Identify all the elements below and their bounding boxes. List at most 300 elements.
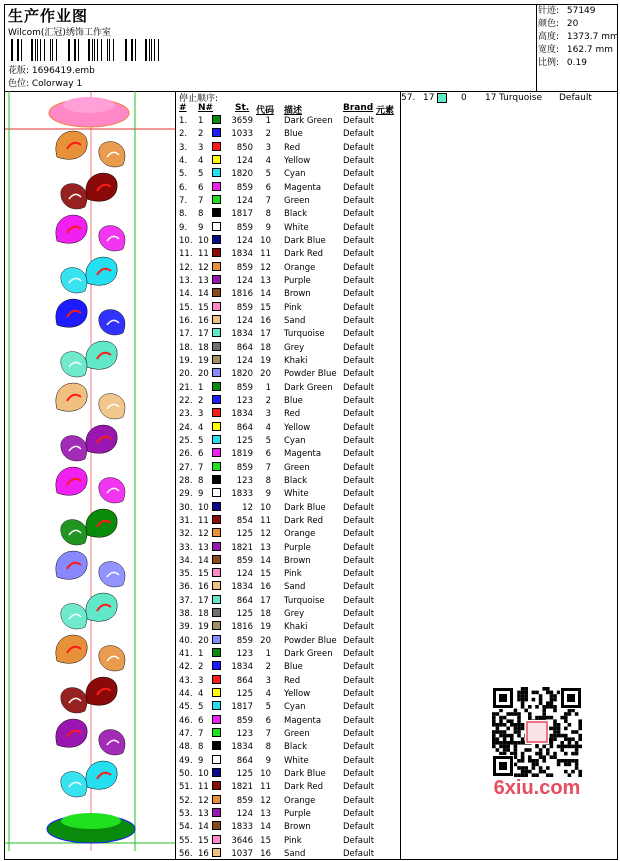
cell-seq: 40.: [179, 635, 193, 646]
cell-st: 125: [236, 689, 253, 700]
color-swatch: [212, 581, 221, 590]
cell-brand: Default: [343, 342, 375, 353]
table-row: [176, 555, 400, 568]
cell-brand: Default: [343, 249, 375, 260]
cell-brand: Default: [343, 622, 375, 633]
cell-no: 16: [198, 315, 209, 326]
cell-seq: 49.: [179, 755, 193, 766]
cell-seq: 33.: [179, 542, 193, 553]
cell-st: 864: [236, 675, 253, 686]
cell-st: 1834: [231, 662, 253, 673]
cell-desc: Magenta: [284, 715, 322, 726]
table-row: [176, 528, 400, 541]
table-row: [176, 195, 400, 208]
cell-seq: 43.: [179, 675, 193, 686]
cell-desc: Pink: [284, 569, 302, 580]
cell-no: 17: [198, 329, 209, 340]
cell-st: 859: [236, 382, 253, 393]
color-swatch: [212, 595, 221, 604]
cell-no: 15: [198, 302, 209, 313]
table-row: [176, 488, 400, 501]
cell-seq: 14.: [179, 289, 193, 300]
table-row: [176, 262, 400, 275]
cell-seq: 38.: [179, 609, 193, 620]
cell-st: 123: [236, 395, 253, 406]
table-row: [176, 328, 400, 341]
cell-no: 14: [198, 822, 209, 833]
cell-desc: Yellow: [284, 422, 311, 433]
cell-st: 125: [236, 769, 253, 780]
color-swatch: [212, 808, 221, 817]
stop-rows: [176, 115, 400, 861]
cell-no: 12: [198, 529, 209, 540]
cell-no: 7: [198, 462, 204, 473]
cell-brand: Default: [343, 529, 375, 540]
cell-desc: Cyan: [284, 702, 306, 713]
cell-no: 5: [198, 169, 204, 180]
color-swatch: [212, 342, 221, 351]
design-file: 花版: 1696419.emb: [8, 66, 95, 76]
cell-brand: Default: [343, 689, 375, 700]
color-swatch: [212, 848, 221, 857]
cell-code: 14: [260, 555, 271, 566]
cell-code: 9: [265, 755, 271, 766]
cell-desc: Purple: [284, 809, 311, 820]
cell-desc: Dark Blue: [284, 769, 326, 780]
table-row: [176, 768, 400, 781]
cell-no: 2: [198, 395, 204, 406]
cell-no: 9: [198, 489, 204, 500]
cell-seq: 50.: [179, 769, 193, 780]
cell-code: 7: [265, 195, 271, 206]
cell-no: 1: [198, 382, 204, 393]
cell-seq: 2.: [179, 129, 188, 140]
table-row: [176, 502, 400, 515]
cell-brand: Default: [343, 222, 375, 233]
cell-no: 1: [198, 649, 204, 660]
cell-st: 124: [236, 155, 253, 166]
cell-st: 123: [236, 649, 253, 660]
cell-no: 19: [198, 355, 209, 366]
cell-no: 10: [198, 502, 209, 513]
cell-desc: Grey: [284, 609, 305, 620]
cell-no: 6: [198, 715, 204, 726]
color-swatch: [212, 248, 221, 257]
cell-seq: 36.: [179, 582, 193, 593]
cell-st: 125: [236, 609, 253, 620]
cell-no: 7: [198, 195, 204, 206]
cell-no: 7: [198, 729, 204, 740]
cell-desc: Dark Blue: [284, 235, 326, 246]
cell-seq: 31.: [179, 515, 193, 526]
cell-desc: Red: [284, 675, 301, 686]
table-row: [176, 701, 400, 714]
color-swatch: [212, 262, 221, 271]
cell-desc: Brown: [284, 555, 311, 566]
color-swatch: [212, 368, 221, 377]
cell-code: 4: [265, 689, 271, 700]
color-swatch: [437, 93, 447, 103]
cell-no: 9: [198, 222, 204, 233]
color-swatch: [212, 715, 221, 724]
cell-desc: Dark Red: [284, 515, 324, 526]
cell-no: 2: [198, 129, 204, 140]
cell-code: 2: [265, 129, 271, 140]
cell-code: 4: [265, 422, 271, 433]
cell-code: 12: [260, 795, 271, 806]
stat-height: 高度: 1373.7 mm: [538, 32, 619, 42]
color-swatch: [212, 302, 221, 311]
cell-code: 16: [260, 582, 271, 593]
table-row: [176, 848, 400, 861]
cell-code: 15: [260, 302, 271, 313]
cell-no: 17: [198, 595, 209, 606]
cell-no: 14: [198, 289, 209, 300]
cell-no: 16: [198, 849, 209, 860]
cell-no: 2: [198, 662, 204, 673]
cell-st: 859: [236, 795, 253, 806]
cell-desc: Dark Green: [284, 649, 333, 660]
table-row: [176, 448, 400, 461]
cell-code: 4: [265, 155, 271, 166]
cell-desc: Blue: [284, 395, 303, 406]
color-swatch: [212, 542, 221, 551]
cell-no: 11: [198, 782, 209, 793]
table-row: [176, 422, 400, 435]
cell-code: 9: [265, 489, 271, 500]
cell-code: 19: [260, 355, 271, 366]
cell-no: 5: [198, 435, 204, 446]
cell-code: 11: [260, 782, 271, 793]
cell-no: 20: [198, 635, 209, 646]
color-swatch: [212, 355, 221, 364]
table-row: [176, 835, 400, 848]
stat-scale: 比例: 0.19: [538, 58, 587, 68]
cell-brand: Default: [343, 675, 375, 686]
page-title: 生产作业图: [8, 7, 89, 25]
cell-desc: Purple: [284, 542, 311, 553]
cell-seq: 55.: [179, 835, 193, 846]
table-row: [176, 368, 400, 381]
cell-code: 15: [260, 569, 271, 580]
cell-code: 3: [265, 409, 271, 420]
cell-st: 859: [236, 302, 253, 313]
cell-seq: 11.: [179, 249, 193, 260]
table-row: [176, 821, 400, 834]
cell-st: 123: [236, 729, 253, 740]
cell-desc: Green: [284, 462, 310, 473]
cell-no: 14: [198, 555, 209, 566]
cell-seq: 29.: [179, 489, 193, 500]
cell-st: 859: [236, 555, 253, 566]
cell-code: 13: [260, 809, 271, 820]
cell-brand: Default: [343, 555, 375, 566]
table-row: [176, 781, 400, 794]
cell-code: 12: [260, 262, 271, 273]
color-swatch: [212, 555, 221, 564]
table-row: [176, 661, 400, 674]
table-row: [176, 275, 400, 288]
color-swatch: [212, 488, 221, 497]
cell-no: 4: [198, 422, 204, 433]
cell-no: 18: [198, 342, 209, 353]
cell-code: 15: [260, 835, 271, 846]
cell-desc: Cyan: [284, 169, 306, 180]
cell-seq: 24.: [179, 422, 193, 433]
cell-desc: Magenta: [284, 449, 322, 460]
cell-desc: White: [284, 489, 309, 500]
cell-brand: Default: [343, 609, 375, 620]
cell-brand: Default: [343, 702, 375, 713]
cell-brand: Default: [343, 715, 375, 726]
header-element: 元素: [376, 106, 395, 116]
cell-no: 12: [198, 795, 209, 806]
cell-desc: Orange: [284, 795, 316, 806]
color-swatch: [212, 475, 221, 484]
cell-desc: Black: [284, 475, 307, 486]
cell-code: 12: [260, 529, 271, 540]
color-swatch: [212, 328, 221, 337]
table-row: [176, 355, 400, 368]
cell-st: 864: [236, 595, 253, 606]
color-swatch: [212, 142, 221, 151]
cell-seq: 42.: [179, 662, 193, 673]
cell-desc: Green: [284, 729, 310, 740]
cell-code: 11: [260, 249, 271, 260]
cell-seq: 47.: [179, 729, 193, 740]
cell-seq: 19.: [179, 355, 193, 366]
cell-brand: Default: [343, 782, 375, 793]
cell-code: 6: [265, 715, 271, 726]
cell-seq: 12.: [179, 262, 193, 273]
cell-code: 7: [265, 462, 271, 473]
cell-st: 850: [236, 142, 253, 153]
cell-brand: Default: [343, 849, 375, 860]
cell-no: 12: [198, 262, 209, 273]
cell-st: 1834: [231, 582, 253, 593]
cell-desc: White: [284, 222, 309, 233]
cell-seq: 54.: [179, 822, 193, 833]
cell-desc: Turquoise: [284, 329, 325, 340]
cell-brand: Default: [343, 795, 375, 806]
cell-brand: Default: [343, 729, 375, 740]
cell-seq: 20.: [179, 369, 193, 380]
cell-desc: Dark Green: [284, 116, 333, 126]
table-row: [176, 115, 400, 128]
production-worksheet: [4, 4, 618, 860]
header-brand: Brand: [343, 103, 374, 113]
cell-seq: 1.: [179, 116, 188, 126]
cell-brand: Default: [343, 755, 375, 766]
cell-code: 5: [265, 435, 271, 446]
cell-seq: 35.: [179, 569, 193, 580]
color-swatch: [212, 382, 221, 391]
cell-brand: Default: [343, 182, 375, 193]
table-row: [176, 808, 400, 821]
color-swatch: [212, 781, 221, 790]
cell-desc: Red: [284, 142, 301, 153]
cell-seq: 25.: [179, 435, 193, 446]
cell-brand: Default: [343, 582, 375, 593]
table-row: [176, 648, 400, 661]
cell-st: 124: [236, 235, 253, 246]
cell-seq: 45.: [179, 702, 193, 713]
table-row: [176, 621, 400, 634]
cell-brand: Default: [343, 435, 375, 446]
cell-desc: Orange: [284, 529, 316, 540]
cell-seq: 30.: [179, 502, 193, 513]
cell-st: 1037: [231, 849, 253, 860]
cell-seq: 27.: [179, 462, 193, 473]
table-row: [176, 795, 400, 808]
color-swatch: [212, 195, 221, 204]
cell-desc: Green: [284, 195, 310, 206]
cell-brand: Default: [343, 315, 375, 326]
table-row: [176, 728, 400, 741]
stop-sequence-title: 停止顺序:: [179, 94, 219, 104]
cell-st: 1819: [231, 449, 253, 460]
cell-brand: Default: [343, 289, 375, 300]
cell-code: 16: [260, 315, 271, 326]
cell-desc: Dark Red: [284, 782, 324, 793]
cell-seq: 15.: [179, 302, 193, 313]
color-swatch: [212, 768, 221, 777]
cell-code: 20: [260, 635, 271, 646]
colorway: 色位: Colorway 1: [8, 79, 83, 89]
table-row: [176, 128, 400, 141]
table-row: [176, 235, 400, 248]
cell-brand: Default: [343, 235, 375, 246]
table-row: [176, 515, 400, 528]
cell-desc: White: [284, 755, 309, 766]
watermark-site: 6xiu.com: [493, 777, 581, 799]
cell-seq: 22.: [179, 395, 193, 406]
cell-brand: Default: [343, 329, 375, 340]
cell-desc: Sand: [284, 849, 306, 860]
color-swatch: [212, 315, 221, 324]
cell-no: 20: [198, 369, 209, 380]
color-swatch: [212, 395, 221, 404]
cell-brand: Default: [343, 209, 375, 220]
cell-brand: Default: [343, 769, 375, 780]
header-seq: #: [179, 103, 187, 113]
color-swatch: [212, 608, 221, 617]
cell-no: 3: [198, 409, 204, 420]
cell-brand: Default: [343, 822, 375, 833]
cell-brand: Default: [343, 195, 375, 206]
color-swatch: [212, 728, 221, 737]
cell-brand: Default: [343, 835, 375, 846]
cell-seq: 51.: [179, 782, 193, 793]
color-swatch: [212, 448, 221, 457]
cell-desc: Brown: [284, 822, 311, 833]
cell-brand: Default: [343, 129, 375, 140]
cell-brand: Default: [343, 409, 375, 420]
cell-code: 3: [265, 675, 271, 686]
cell-code: 6: [265, 182, 271, 193]
embroidery-design-image: [5, 91, 175, 859]
cell-desc: Blue: [284, 662, 303, 673]
color-swatch: [212, 422, 221, 431]
color-swatch: [212, 661, 221, 670]
cell-st: 1033: [231, 129, 253, 140]
cell-st: 864: [236, 755, 253, 766]
cell-st: 864: [236, 422, 253, 433]
cell-code: 1: [265, 382, 271, 393]
cell-brand: Default: [343, 475, 375, 486]
cell-code: 5: [265, 702, 271, 713]
table-row: [176, 182, 400, 195]
cell-st: 859: [236, 715, 253, 726]
cell-st: 1834: [231, 329, 253, 340]
header-no: N#: [198, 103, 214, 113]
cell-seq: 37.: [179, 595, 193, 606]
cell-desc: Sand: [284, 315, 306, 326]
cell-st: 125: [236, 435, 253, 446]
cell-no: 9: [198, 755, 204, 766]
color-swatch: [212, 408, 221, 417]
cell-brand: Default: [343, 395, 375, 406]
cell-seq: 39.: [179, 622, 193, 633]
cell-seq: 3.: [179, 142, 188, 153]
color-swatch: [212, 701, 221, 710]
cell-desc: Pink: [284, 835, 302, 846]
color-swatch: [212, 688, 221, 697]
cell-st: 1821: [231, 542, 253, 553]
cell-st: 1817: [231, 702, 253, 713]
cell-code: 14: [260, 289, 271, 300]
table-row: [176, 288, 400, 301]
cell-st: 859: [236, 182, 253, 193]
table-row: [176, 208, 400, 221]
cell-st: 1833: [231, 489, 253, 500]
barcode: [8, 39, 162, 61]
color-swatch: [212, 821, 221, 830]
cell-desc: Grey: [284, 342, 305, 353]
cell-seq: 41.: [179, 649, 193, 660]
color-swatch: [212, 648, 221, 657]
cell-seq: 9.: [179, 222, 188, 233]
table-row: [176, 475, 400, 488]
cell-seq: 6.: [179, 182, 188, 193]
cell-brand: Default: [343, 809, 375, 820]
cell-code: 7: [265, 729, 271, 740]
cell-desc: Turquoise: [284, 595, 325, 606]
cell-code: 14: [260, 822, 271, 833]
cell-desc: Pink: [284, 302, 302, 313]
cell-seq: 21.: [179, 382, 193, 393]
cell-desc: Yellow: [284, 155, 311, 166]
design-stats: [538, 5, 617, 70]
cell-seq: 34.: [179, 555, 193, 566]
color-swatch: [212, 515, 221, 524]
header-info: [5, 5, 537, 91]
cell-desc: Purple: [284, 275, 311, 286]
cell-code: 16: [260, 849, 271, 860]
cell-seq: 44.: [179, 689, 193, 700]
color-swatch: [212, 155, 221, 164]
cell-st: 124: [236, 195, 253, 206]
cell-brand: Default: [343, 275, 375, 286]
qr-code: [479, 687, 595, 777]
cell-seq: 56.: [179, 849, 193, 860]
cell-code: 2: [265, 662, 271, 673]
cell-code: 10: [260, 502, 271, 513]
cell-st: 859: [236, 262, 253, 273]
table-row: [176, 435, 400, 448]
cell-no: 5: [198, 702, 204, 713]
cell-desc: Red: [284, 409, 301, 420]
